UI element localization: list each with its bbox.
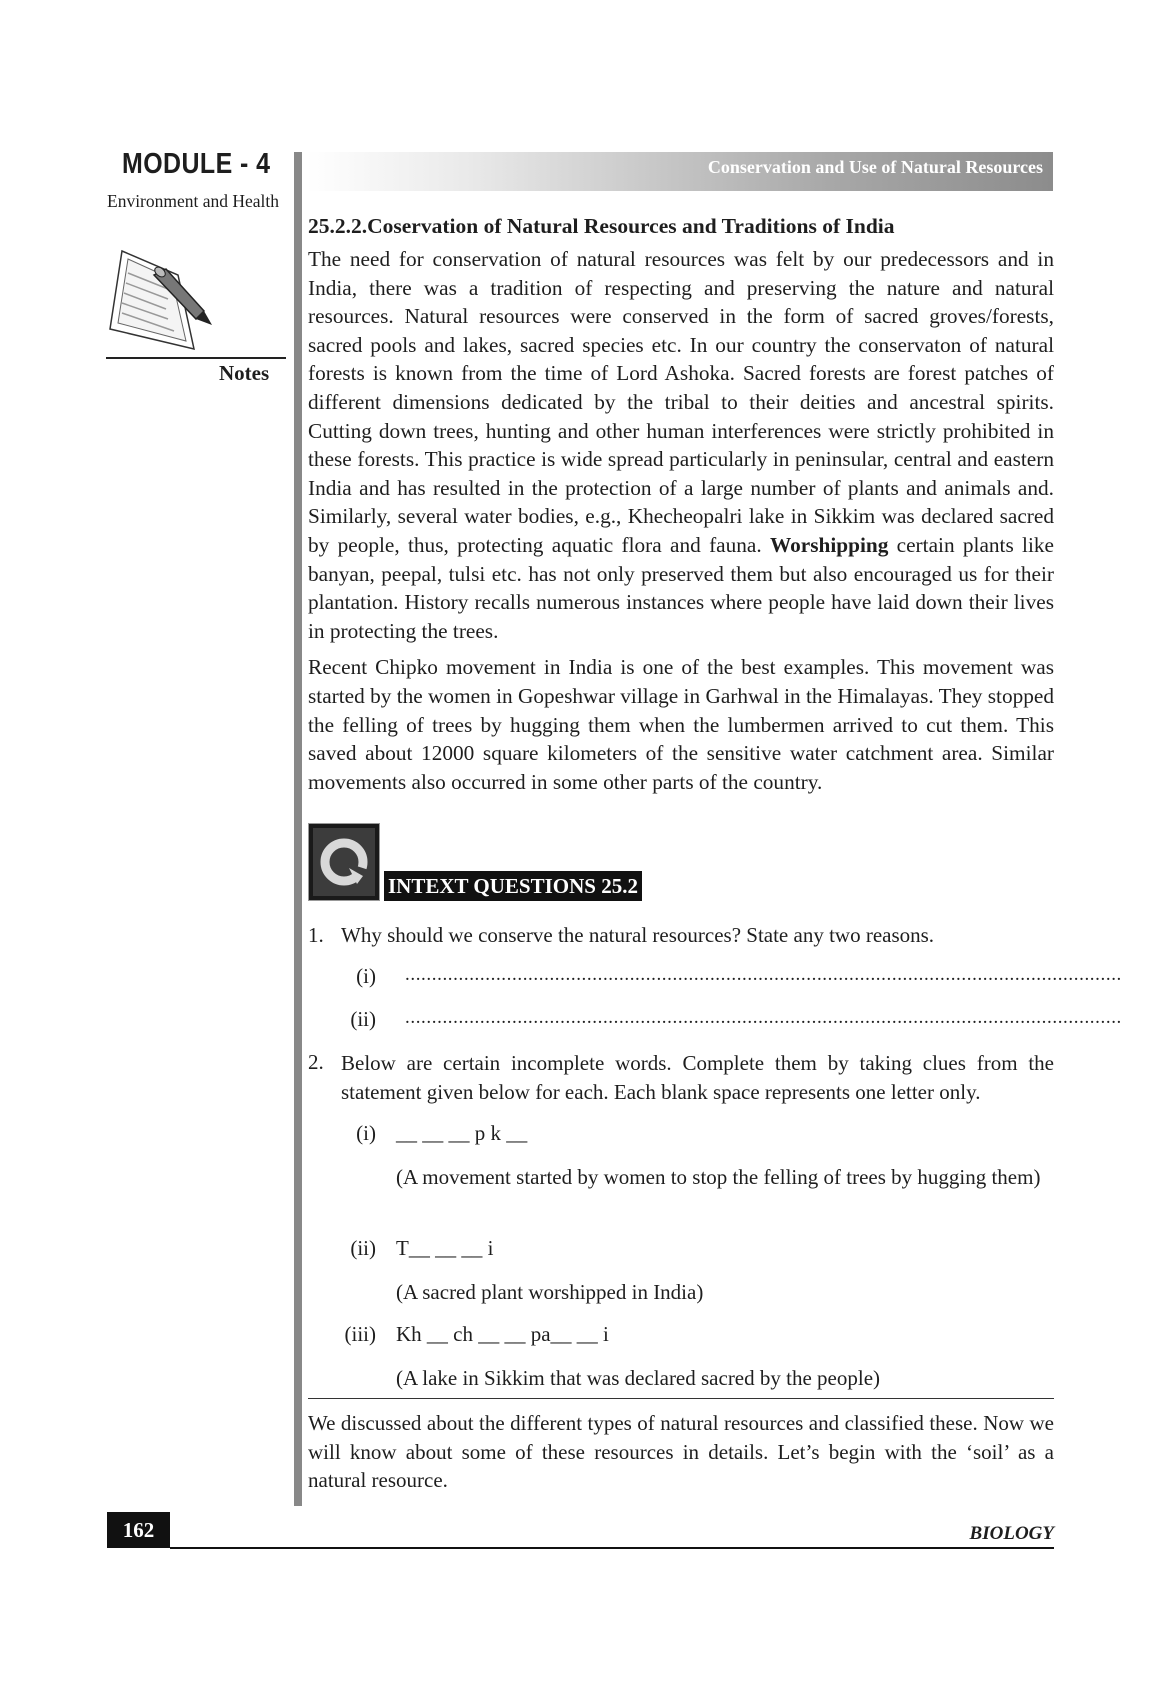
intext-questions-banner — [308, 823, 1054, 901]
q2-number: 2. — [308, 1050, 324, 1074]
intext-title: INTEXT QUESTIONS 25.2 — [384, 871, 642, 901]
paragraph-2: Recent Chipko movement in India is one of the best examples. This movement was started by the women in Gopeshwar village in Garhwal in the Himalayas. They stopped the felling of trees by hugging them when the lumbermen arrived to cut them. This saved about 12000 square kilometers of the sensitive water catchment area. Similar movements also occurred in some other parts of the country. — [308, 655, 1054, 794]
q2-text: Below are certain incomplete words. Complete them by taking clues from the statement given below for each. Each blank space represents one letter only. — [341, 1051, 1054, 1104]
q2-item-label: (ii) — [350, 1236, 376, 1260]
q1-number: 1. — [308, 923, 324, 947]
questions-end-rule — [308, 1398, 1054, 1399]
running-header-title: Conservation and Use of Natural Resources — [707, 157, 1043, 177]
paragraph-1-text-2: certain plants like banyan, peepal, tulsi etc. has not only preserved them but also encouraged us for their plantation. History recalls numerous instances where people have laid down their lives in protecting the trees. — [308, 532, 1054, 643]
question-q-icon — [308, 823, 380, 901]
main-content — [308, 212, 1054, 804]
q2-item-clue: (A sacred plant worshipped in India) — [396, 1280, 704, 1304]
module-subtitle: Environment and Health — [107, 191, 280, 211]
q2-item-label: (iii) — [344, 1322, 376, 1346]
q2-item-clue: (A lake in Sikkim that was declared sacred by the people) — [396, 1366, 881, 1390]
page-number: 162 — [107, 1512, 170, 1548]
q2-item-word: Kh __ ch __ __ pa__ __ i — [396, 1322, 609, 1346]
paragraph-1-text: The need for conservation of natural resources was felt by our predecessors and in India, there was a tradition of respecting and preserving the nature and natural resources. Natural resources were conserved in the form of sacred groves/forests, sacred pools and lakes, sacred species etc. In our country the conservaton of natural forests is known from the time of Lord Ashoka. Sacred forests are forest patches of different dimensions dedicated by the tribal to their deities and ancestral spirits. Cutting down trees, hunting and other human interferences were strictly prohibited in these forests. This practice is wide spread particularly in peninsular, central and eastern India and has resulted in the protection of a large number of plants and animals and. Similarly, several water bodies, e.g., Khecheopalri lake in Sikkim was declared sacred by people, thus, protecting aquatic flora and fauna. — [308, 247, 1054, 557]
q2-item-word: T__ __ __ i — [396, 1236, 494, 1260]
footer-rule — [170, 1547, 1054, 1549]
answer-blank-ii[interactable]: ...................................................................................................................................... — [405, 1007, 1122, 1028]
answer-blank-i[interactable]: ...................................................................................................................................... — [405, 964, 1122, 985]
notes-label: Notes — [219, 361, 270, 385]
section-heading: 25.2.2.Coservation of Natural Resources and Traditions of India — [308, 214, 895, 238]
q1-text: Why should we conserve the natural resources? State any two reasons. — [341, 923, 935, 947]
q1-sub-ii: (ii) — [350, 1007, 376, 1031]
running-header — [307, 152, 1053, 191]
notes-rule — [106, 357, 286, 359]
closing-paragraph: We discussed about the different types of natural resources and classified these. Now we will know about some of these resources in details. Let’s begin with the ‘soil’ as a natural resource. — [308, 1411, 1054, 1493]
q1-sub-i: (i) — [356, 964, 376, 988]
paragraph-1 — [308, 245, 1054, 645]
module-title: MODULE - 4 — [122, 148, 271, 180]
footer-subject: BIOLOGY — [969, 1523, 1054, 1544]
paragraph-1-bold: Worshipping — [769, 532, 889, 557]
notepad-pencil-icon — [108, 245, 218, 355]
q2-item-clue: (A movement started by women to stop the felling of trees by hugging them) — [396, 1165, 1041, 1189]
q2-item-label: (i) — [356, 1121, 376, 1145]
margin-bar — [294, 152, 302, 1506]
q2-item-word: __ __ __ p k __ — [396, 1121, 528, 1145]
